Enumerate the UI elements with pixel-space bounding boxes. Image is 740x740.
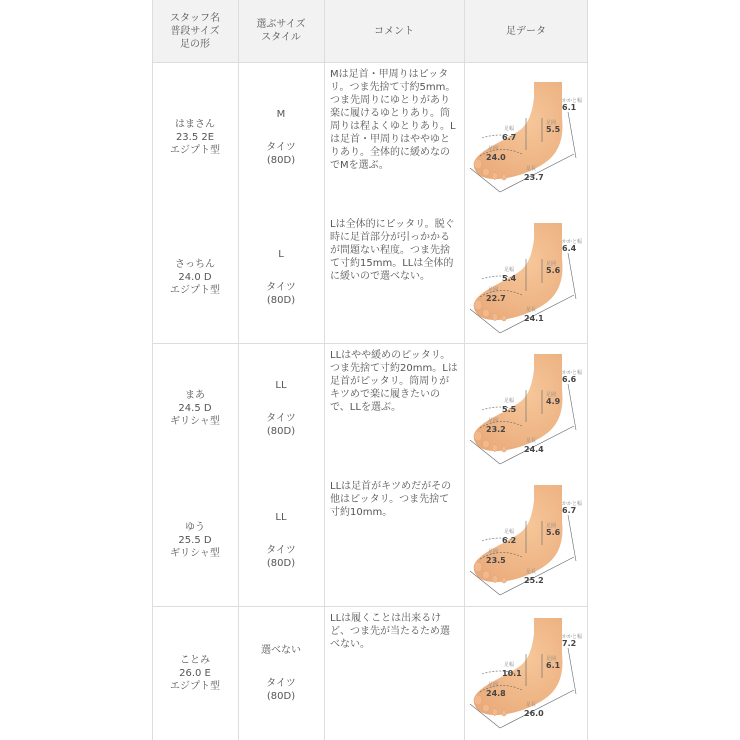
heel-width-label: かかと幅: [562, 238, 583, 245]
foot-shape-type: エジプト型: [170, 680, 220, 692]
foot-diagram: [464, 481, 588, 599]
comment-text: LLは足首がキツめだがその他はピッタリ。つま先捨て寸約10mm。: [330, 481, 452, 518]
toe: [474, 695, 482, 705]
toe: [492, 313, 498, 320]
ball-width-value: 24.8: [486, 689, 506, 698]
heel-width-label: かかと幅: [562, 369, 583, 376]
toe: [501, 315, 506, 321]
instep-label: 足囲: [546, 523, 557, 529]
usual-size: 25.5 D: [178, 534, 212, 546]
instep-label: 足囲: [546, 120, 557, 126]
foot-diagram: [464, 350, 588, 468]
comment-text: Lは全体的にピッタリ。脱ぐ時に足首部分が引っかかるが問題ない程度。つま先捨て寸約15mm。LLは全体的に緩いので選べない。: [330, 219, 455, 282]
comment-text: LLはやや緩めのピッタリ。つま先捨て寸約20mm。Lは足首がピッタリ。筒周りがキツめで楽に履きたいので、LLを選ぶ。: [330, 350, 458, 413]
ball-width-value: 24.0: [486, 153, 506, 162]
style-name: タイツ: [266, 282, 296, 293]
header-staff: スタッフ名 普段サイズ 足の形: [170, 12, 220, 50]
ball-height-value: 5.5: [502, 404, 517, 414]
foot-diagram: [464, 78, 588, 196]
style-name: タイツ: [266, 544, 296, 556]
toe: [492, 173, 498, 180]
table-row: [152, 212, 588, 343]
ball-height-label: 足幅: [504, 397, 515, 404]
style-denier: (80D): [266, 557, 296, 569]
style-denier: (80D): [266, 154, 296, 166]
header-size: 選ぶサイズ スタイル: [256, 19, 306, 43]
instep-label: 足囲: [546, 391, 557, 398]
table-header: [152, 0, 588, 63]
ball-width-value: 23.5: [486, 556, 506, 565]
staff-cell: [152, 343, 238, 474]
staff-name: はまさん: [175, 118, 215, 130]
size-table: [152, 0, 588, 740]
toe: [483, 571, 490, 579]
toe: [492, 576, 498, 583]
ball-height-label: 足幅: [504, 662, 515, 668]
table-row: [152, 343, 588, 474]
ball-width-label: 足囲: [488, 417, 499, 424]
chosen-size: LL: [275, 380, 287, 391]
toe: [474, 562, 482, 572]
staff-cell: [152, 474, 238, 606]
foot-diagram: [464, 219, 588, 337]
toe: [492, 709, 498, 716]
instep-label: 足囲: [546, 656, 557, 662]
size-cell: [238, 474, 324, 606]
header-comment: コメント: [374, 25, 414, 37]
foot-data-cell: [464, 481, 588, 599]
size-cell: [238, 212, 324, 343]
foot-diagram: [464, 614, 588, 732]
instep-value: 5.5: [546, 125, 561, 134]
length-label: 足長: [526, 702, 537, 708]
length-value: 23.7: [524, 173, 544, 182]
style-denier: (80D): [266, 690, 296, 702]
foot-data-cell: [464, 350, 588, 468]
toe: [501, 577, 506, 583]
staff-name: ゆう: [185, 521, 205, 533]
toe: [501, 174, 506, 180]
toe: [474, 300, 482, 310]
chosen-size: 選べない: [261, 644, 301, 656]
foot-data-cell: [464, 219, 588, 337]
length-value: 26.0: [524, 709, 544, 718]
ball-width-label: 足囲: [488, 549, 499, 555]
chosen-size: LL: [275, 511, 287, 523]
style-name: タイツ: [266, 413, 296, 424]
usual-size: 23.5 2E: [175, 131, 215, 143]
instep-value: 4.9: [546, 396, 561, 406]
heel-width-label: かかと幅: [562, 98, 583, 104]
ball-width-value: 22.7: [486, 293, 506, 303]
toe: [474, 159, 482, 169]
usual-size: 26.0 E: [179, 667, 211, 679]
ball-height-label: 足幅: [504, 266, 515, 273]
staff-cell: [152, 606, 238, 740]
toe: [501, 710, 506, 716]
ball-width-value: 23.2: [486, 424, 506, 434]
staff-cell: [152, 212, 238, 343]
ball-width-label: 足囲: [488, 682, 499, 688]
staff-name: さっちん: [175, 259, 215, 270]
table-row: [152, 62, 588, 212]
header-foot-data: 足データ: [506, 25, 546, 37]
style-name: タイツ: [266, 141, 296, 153]
toe: [483, 440, 490, 448]
chosen-size: L: [278, 249, 284, 260]
style-denier: (80D): [266, 295, 296, 306]
ball-width-label: 足囲: [488, 146, 499, 152]
ball-width-label: 足囲: [488, 286, 499, 293]
foot-data-cell: [464, 78, 588, 196]
staff-name: ことみ: [180, 654, 210, 666]
heel-width-value: 6.7: [562, 506, 577, 515]
size-cell: [238, 606, 324, 740]
length-label: 足長: [526, 437, 537, 444]
foot-shape-type: ギリシャ型: [170, 416, 220, 427]
style-denier: (80D): [266, 426, 296, 437]
length-label: 足長: [526, 569, 537, 575]
size-cell: [238, 343, 324, 474]
ball-height-value: 6.2: [502, 536, 517, 545]
heel-width-value: 6.4: [562, 243, 577, 253]
instep-label: 足囲: [546, 260, 557, 267]
foot-shape-type: ギリシャ型: [170, 547, 220, 559]
foot-data-cell: [464, 614, 588, 732]
ball-height-label: 足幅: [504, 529, 515, 535]
foot-shape-type: エジプト型: [170, 285, 220, 296]
toe: [483, 309, 490, 317]
length-label: 足長: [526, 306, 537, 313]
foot-shape-type: エジプト型: [170, 144, 220, 156]
staff-cell: [152, 62, 238, 212]
ball-height-label: 足幅: [504, 126, 515, 132]
usual-size: 24.5 D: [178, 403, 212, 414]
length-value: 24.4: [524, 444, 544, 454]
comment-text: LLは履くことは出来るけど、つま先が当たるため選べない。: [330, 613, 450, 650]
toe: [474, 431, 482, 441]
heel-width-value: 6.1: [562, 103, 577, 112]
usual-size: 24.0 D: [178, 272, 212, 283]
instep-value: 5.6: [546, 265, 561, 275]
instep-value: 6.1: [546, 661, 561, 670]
staff-name: まあ: [185, 390, 205, 401]
chosen-size: M: [276, 108, 286, 120]
size-cell: [238, 62, 324, 212]
heel-width-value: 6.6: [562, 374, 577, 384]
ball-height-value: 10.1: [502, 669, 522, 678]
instep-value: 5.6: [546, 528, 561, 537]
toe: [483, 704, 490, 712]
heel-width-label: かかと幅: [562, 501, 583, 507]
table-row: [152, 474, 588, 606]
heel-width-label: かかと幅: [562, 634, 583, 640]
length-value: 25.2: [524, 576, 544, 585]
length-value: 24.1: [524, 313, 544, 323]
toe: [492, 444, 498, 451]
toe: [501, 446, 506, 452]
toe: [483, 168, 490, 176]
style-name: タイツ: [266, 677, 296, 689]
comment-text: Mは足首・甲周りはピッタリ。つま先捨て寸約5mm。つま先周りにゆとりがあり楽に履けるゆとりあり。筒周りは程よくゆとりあり。Lは足首・甲周りはややゆとりあり。全体的に緩めなのでMを選ぶ。: [330, 69, 456, 171]
ball-height-value: 5.4: [502, 273, 517, 283]
ball-height-value: 6.7: [502, 133, 517, 142]
table-row: [152, 606, 588, 740]
length-label: 足長: [526, 166, 537, 172]
heel-width-value: 7.2: [562, 639, 577, 648]
